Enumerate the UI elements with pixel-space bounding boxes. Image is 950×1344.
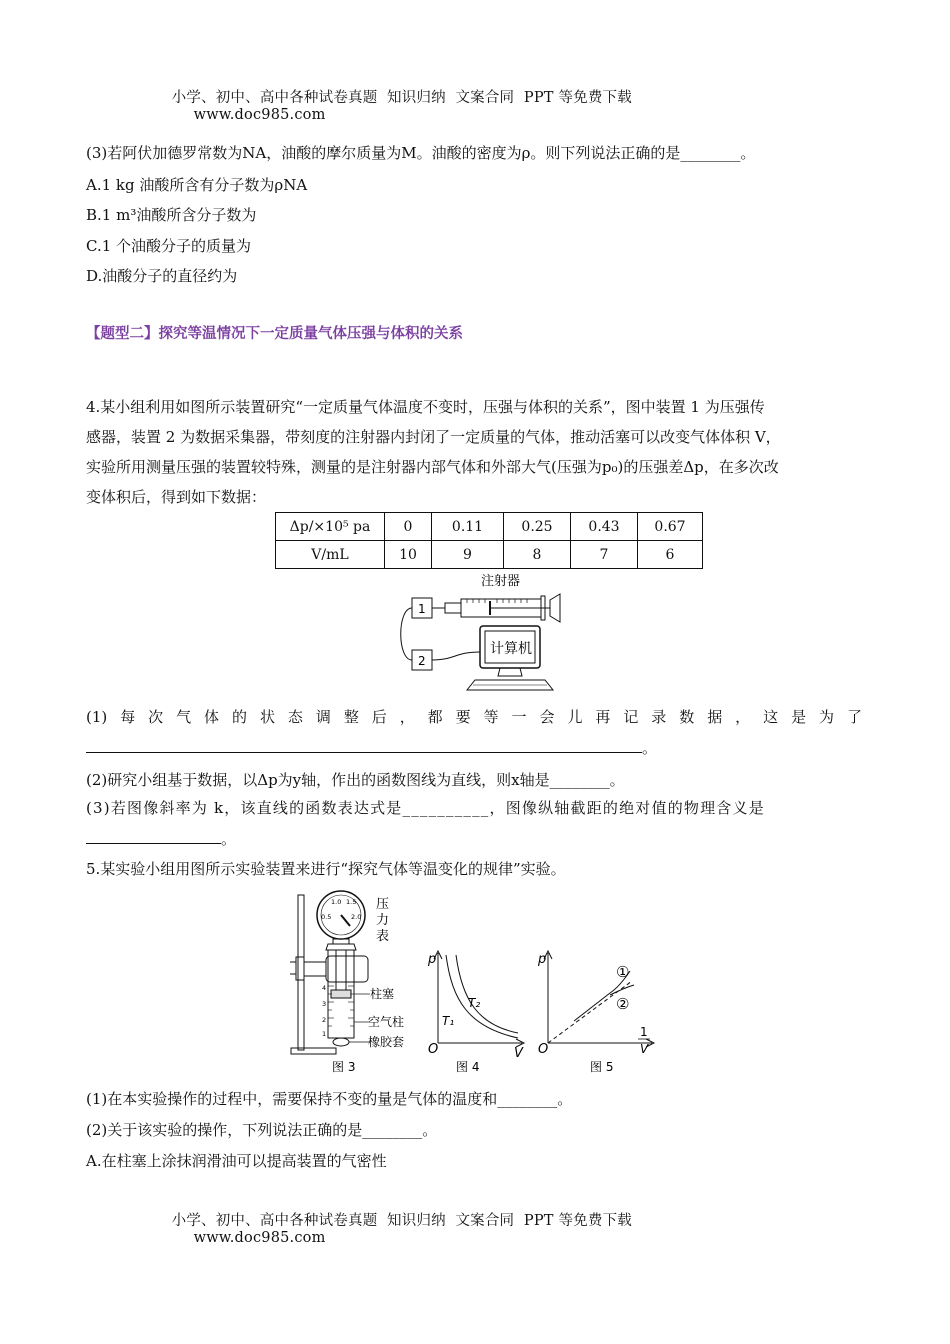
figure-4-caption: 图 4 — [456, 1060, 480, 1074]
q4-sub3-blank-line — [86, 829, 236, 849]
q3-stem: (3)若阿伏加德罗常数为NA，油酸的摩尔质量为M。油酸的密度为ρ。则下列说法正确的是________。 — [86, 144, 756, 162]
q4-sub1-word: 后 — [371, 708, 387, 726]
q5-sub2: (2)关于该实验的操作，下列说法正确的是________。 — [86, 1121, 438, 1139]
axis-label-v: V — [514, 1046, 523, 1061]
answer-blank[interactable] — [86, 738, 642, 753]
q4-sub1-word: 为 — [819, 708, 835, 726]
table-cell: 0 — [385, 513, 432, 541]
sensor-box-label: 1 — [418, 602, 426, 616]
q4-sub1-word: 儿 — [567, 708, 583, 726]
q4-line-1: 4.某小组利用如图所示装置研究“一定质量气体温度不变时，压强与体积的关系”，图中装置 1 为压强传 — [86, 398, 765, 416]
q4-line-4: 变体积后，得到如下数据： — [86, 488, 267, 506]
q4-sub1-word: 体 — [204, 708, 220, 726]
collector-box-label: 2 — [418, 654, 426, 668]
gauge-needle — [341, 915, 350, 926]
scale-label: 2 — [322, 1016, 327, 1024]
footer-site-link[interactable]: www.doc985.com — [193, 1230, 326, 1246]
q3-option-b: B.1 m³油酸所含分子数为 — [86, 206, 257, 224]
q4-sub1-word: 是 — [791, 708, 807, 726]
piston — [331, 990, 351, 998]
axis-label-v: V — [640, 1042, 649, 1056]
scale-label: 3 — [322, 1000, 327, 1008]
air-column-label: 空气柱 — [368, 1015, 405, 1029]
q4-sub1-word: 了 — [846, 708, 862, 726]
q4-sub1-word: 这 — [763, 708, 779, 726]
q5-stem: 5.某实验小组用图所示实验装置来进行“探究气体等温变化的规律”实验。 — [86, 860, 566, 878]
axis-label-one: 1 — [640, 1025, 648, 1039]
syringe-apparatus-figure — [395, 568, 570, 693]
isotherm-t1 — [446, 955, 518, 1038]
figure-5-p-vs-invV — [530, 945, 660, 1080]
table-cell: 0.25 — [504, 513, 571, 541]
q4-sub1 — [86, 707, 862, 727]
axis-label-p: p — [538, 952, 547, 967]
q4-line-2: 感器，装置 2 为数据采集器，带刻度的注射器内封闭了一定质量的气体，推动活塞可以改变气体体积 V， — [86, 428, 781, 446]
page-footer — [162, 1193, 632, 1246]
q4-sub3: (3)若图像斜率为 k，该直线的函数表达式是__________，图像纵轴截距的绝对值的物理含义是 — [86, 799, 765, 817]
table-cell: 0.43 — [571, 513, 638, 541]
q4-sub1-word: 等 — [483, 708, 499, 726]
q4-sub1-word: 记 — [623, 708, 639, 726]
data-table — [275, 512, 703, 569]
rubber-cap-label: 橡胶套 — [368, 1035, 405, 1049]
piston-label: 柱塞 — [370, 987, 395, 1001]
curve-1-label: ① — [616, 963, 630, 981]
dial-label: 1.5 — [346, 898, 357, 906]
table-cell: 7 — [571, 541, 638, 569]
q4-sub1-blank-line — [86, 738, 657, 758]
q5-sub1: (1)在本实验操作的过程中，需要保持不变的量是气体的温度和________。 — [86, 1090, 573, 1108]
dial-label: 0.5 — [321, 913, 332, 921]
q4-sub1-end: 。 — [642, 739, 658, 757]
table-cell: 10 — [385, 541, 432, 569]
table-row — [276, 513, 703, 541]
dial-label: 2.0 — [351, 913, 362, 921]
q4-sub1-word: 据 — [707, 708, 723, 726]
gauge-label-1: 压 — [376, 897, 390, 912]
table-cell: 0.11 — [432, 513, 504, 541]
cylinder-clamp — [326, 956, 368, 982]
figure-3-caption: 图 3 — [332, 1060, 356, 1074]
axis-label-p: p — [428, 952, 437, 967]
q4-sub1-word: ， — [399, 708, 415, 726]
q4-sub1-word: 态 — [287, 708, 303, 726]
computer-label: 计算机 — [490, 641, 532, 657]
answer-blank[interactable] — [86, 829, 221, 844]
figure-5-caption: 图 5 — [590, 1060, 614, 1074]
plunger-handle — [550, 594, 560, 622]
q5-option-a: A.在柱塞上涂抹润滑油可以提高装置的气密性 — [86, 1152, 387, 1170]
q3-option-c: C.1 个油酸分子的质量为 — [86, 237, 252, 255]
syringe-label: 注射器 — [481, 574, 521, 589]
table-row — [276, 541, 703, 569]
origin-label: O — [428, 1042, 439, 1057]
table-cell: 9 — [432, 541, 504, 569]
table-header-dp: Δp/×10⁵ pa — [276, 513, 385, 541]
q4-sub1-word: 都 — [427, 708, 443, 726]
table-header-v: V/mL — [276, 541, 385, 569]
scale-label: 1 — [322, 1030, 327, 1038]
q4-sub2: (2)研究小组基于数据，以Δp为y轴，作出的函数图线为直线，则x轴是________。 — [86, 771, 625, 789]
page-header — [162, 70, 632, 123]
table-cell: 0.67 — [638, 513, 703, 541]
header-site-link[interactable]: www.doc985.com — [193, 107, 326, 123]
q4-sub1-word: ， — [735, 708, 751, 726]
isotherm-t2 — [456, 955, 518, 1033]
q4-line-3: 实验所用测量压强的装置较特殊，测量的是注射器内部气体和外部大气(压强为p₀)的压强差Δp，在多次改 — [86, 458, 779, 476]
table-cell: 6 — [638, 541, 703, 569]
q4-sub1-word: 再 — [595, 708, 611, 726]
stand-rod — [298, 895, 304, 1050]
q4-sub1-word: 会 — [539, 708, 555, 726]
header-text: 小学、初中、高中各种试卷真题 知识归纳 文案合同 PPT 等免费下载 — [171, 90, 632, 106]
q4-sub1-word: 数 — [679, 708, 695, 726]
q4-sub1-word: 状 — [259, 708, 275, 726]
q4-sub1-word: 要 — [455, 708, 471, 726]
origin-label: O — [538, 1042, 549, 1057]
figure-4-isotherms — [420, 945, 530, 1080]
q4-sub1-word: 调 — [315, 708, 331, 726]
dial-label: 1.0 — [331, 898, 342, 906]
table-cell: 8 — [504, 541, 571, 569]
q4-sub1-word: 录 — [651, 708, 667, 726]
q3-option-a: A.1 kg 油酸所含有分子数为ρNA — [86, 176, 308, 194]
section-title: 【题型二】探究等温情况下一定质量气体压强与体积的关系 — [86, 326, 463, 342]
label-t1: T₁ — [442, 1014, 455, 1028]
footer-text: 小学、初中、高中各种试卷真题 知识归纳 文案合同 PPT 等免费下载 — [171, 1213, 632, 1229]
scale-label: 4 — [322, 984, 327, 992]
label-t2: T₂ — [468, 996, 481, 1010]
gauge-label-2: 力 — [376, 913, 390, 928]
q4-sub1-word: 每 — [120, 708, 136, 726]
gauge-label-3: 表 — [376, 929, 390, 944]
q4-sub1-word: 一 — [511, 708, 527, 726]
q4-sub1-word: 的 — [232, 708, 248, 726]
q4-sub3-end: 。 — [221, 830, 237, 848]
q4-sub1-word: 次 — [148, 708, 164, 726]
figure-3-apparatus — [288, 890, 408, 1080]
q4-sub1-word: 整 — [343, 708, 359, 726]
q4-sub1-word: 气 — [176, 708, 192, 726]
q4-sub1-word: (1) — [86, 708, 108, 726]
curve-2-label: ② — [616, 995, 630, 1013]
q3-option-d: D.油酸分子的直径约为 — [86, 267, 238, 285]
rubber-cap — [333, 1038, 349, 1046]
